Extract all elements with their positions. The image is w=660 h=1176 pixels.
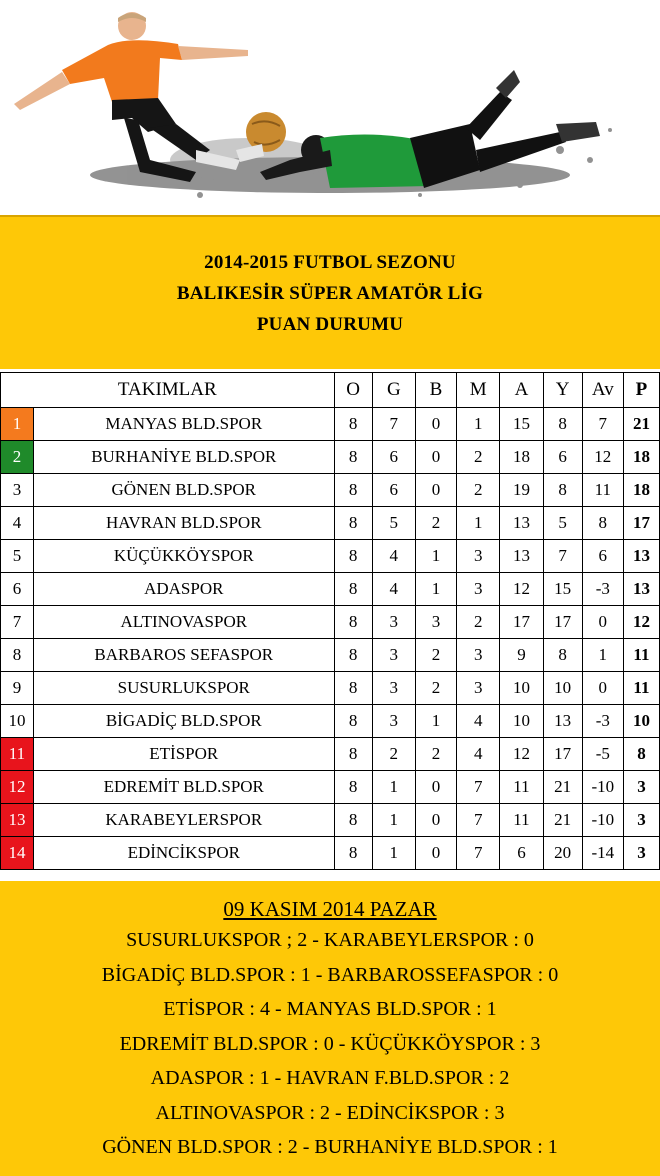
won-cell: 4 xyxy=(372,573,415,606)
goals-against-cell: 21 xyxy=(543,804,582,837)
points-cell: 3 xyxy=(623,837,659,870)
goals-for-cell: 9 xyxy=(500,639,543,672)
team-name: SUSURLUKSPOR xyxy=(33,672,334,705)
table-row xyxy=(1,441,660,474)
goals-against-cell: 8 xyxy=(543,474,582,507)
goal-diff-cell: -10 xyxy=(582,804,623,837)
played-cell: 8 xyxy=(334,441,372,474)
lost-cell: 1 xyxy=(457,507,500,540)
table-row xyxy=(1,804,660,837)
drawn-cell: 0 xyxy=(415,441,456,474)
points-cell: 8 xyxy=(623,738,659,771)
won-cell: 3 xyxy=(372,705,415,738)
goal-diff-cell: -3 xyxy=(582,573,623,606)
football-tackle-graphic xyxy=(0,0,660,215)
team-name: ALTINOVASPOR xyxy=(33,606,334,639)
played-cell: 8 xyxy=(334,804,372,837)
striker-figure xyxy=(14,12,248,182)
title-banner xyxy=(0,217,660,369)
table-row xyxy=(1,837,660,870)
lost-cell: 3 xyxy=(457,639,500,672)
header-row xyxy=(1,373,660,408)
points-cell: 11 xyxy=(623,639,659,672)
won-cell: 1 xyxy=(372,804,415,837)
rank-cell: 6 xyxy=(1,573,34,606)
season-title: 2014-2015 FUTBOL SEZONU xyxy=(204,251,456,273)
goals-against-cell: 21 xyxy=(543,771,582,804)
table-row xyxy=(1,771,660,804)
goal-diff-cell: 6 xyxy=(582,540,623,573)
drawn-cell: 2 xyxy=(415,672,456,705)
played-cell: 8 xyxy=(334,705,372,738)
match-result: EDREMİT BLD.SPOR : 0 - KÜÇÜKKÖYSPOR : 3 xyxy=(119,1032,541,1055)
table-row xyxy=(1,639,660,672)
league-title: BALIKESİR SÜPER AMATÖR LİG xyxy=(176,282,484,304)
won-cell: 7 xyxy=(372,408,415,441)
goal-diff-cell: 1 xyxy=(582,639,623,672)
won-cell: 3 xyxy=(372,606,415,639)
goal-diff-cell: 12 xyxy=(582,441,623,474)
points-cell: 13 xyxy=(623,573,659,606)
football-players-illustration xyxy=(0,0,660,217)
won-cell: 4 xyxy=(372,540,415,573)
col-header-goals-for: A xyxy=(500,373,543,408)
team-name: HAVRAN BLD.SPOR xyxy=(33,507,334,540)
results-section xyxy=(0,881,660,1176)
drawn-cell: 2 xyxy=(415,507,456,540)
won-cell: 5 xyxy=(372,507,415,540)
goals-against-cell: 10 xyxy=(543,672,582,705)
rank-cell: 9 xyxy=(1,672,34,705)
won-cell: 3 xyxy=(372,672,415,705)
team-name: BARBAROS SEFASPOR xyxy=(33,639,334,672)
goal-diff-cell: -5 xyxy=(582,738,623,771)
table-row xyxy=(1,573,660,606)
played-cell: 8 xyxy=(334,507,372,540)
rank-cell: 12 xyxy=(1,771,34,804)
drawn-cell: 0 xyxy=(415,837,456,870)
played-cell: 8 xyxy=(334,837,372,870)
col-header-goal-diff: Av xyxy=(582,373,623,408)
match-result: SUSURLUKSPOR ; 2 - KARABEYLERSPOR : 0 xyxy=(126,929,534,951)
won-cell: 3 xyxy=(372,639,415,672)
goals-against-cell: 5 xyxy=(543,507,582,540)
played-cell: 8 xyxy=(334,573,372,606)
lost-cell: 3 xyxy=(457,672,500,705)
goals-against-cell: 17 xyxy=(543,606,582,639)
points-cell: 12 xyxy=(623,606,659,639)
goals-for-cell: 13 xyxy=(500,507,543,540)
played-cell: 8 xyxy=(334,408,372,441)
lost-cell: 4 xyxy=(457,738,500,771)
points-cell: 17 xyxy=(623,507,659,540)
goals-for-cell: 11 xyxy=(500,804,543,837)
rank-cell: 13 xyxy=(1,804,34,837)
lost-cell: 2 xyxy=(457,474,500,507)
match-result: ALTINOVASPOR : 2 - EDİNCİKSPOR : 3 xyxy=(155,1101,505,1124)
rank-cell: 14 xyxy=(1,837,34,870)
won-cell: 1 xyxy=(372,837,415,870)
won-cell: 2 xyxy=(372,738,415,771)
goals-against-cell: 17 xyxy=(543,738,582,771)
team-name: KARABEYLERSPOR xyxy=(33,804,334,837)
won-cell: 1 xyxy=(372,771,415,804)
goals-for-cell: 13 xyxy=(500,540,543,573)
goal-diff-cell: 0 xyxy=(582,672,623,705)
lost-cell: 7 xyxy=(457,837,500,870)
table-row xyxy=(1,474,660,507)
goal-diff-cell: -10 xyxy=(582,771,623,804)
goal-diff-cell: -3 xyxy=(582,705,623,738)
match-result: GÖNEN BLD.SPOR : 2 - BURHANİYE BLD.SPOR : 1 xyxy=(102,1136,558,1158)
drawn-cell: 3 xyxy=(415,606,456,639)
drawn-cell: 0 xyxy=(415,474,456,507)
played-cell: 8 xyxy=(334,474,372,507)
table-row xyxy=(1,540,660,573)
lost-cell: 7 xyxy=(457,771,500,804)
drawn-cell: 1 xyxy=(415,540,456,573)
goals-against-cell: 7 xyxy=(543,540,582,573)
rank-cell: 11 xyxy=(1,738,34,771)
rank-cell: 1 xyxy=(1,408,34,441)
points-cell: 18 xyxy=(623,474,659,507)
goals-for-cell: 17 xyxy=(500,606,543,639)
points-cell: 3 xyxy=(623,804,659,837)
team-name: BURHANİYE BLD.SPOR xyxy=(33,441,334,474)
standings-table xyxy=(0,372,660,870)
lost-cell: 3 xyxy=(457,540,500,573)
played-cell: 8 xyxy=(334,738,372,771)
team-name: BİGADİÇ BLD.SPOR xyxy=(33,705,334,738)
goal-diff-cell: 8 xyxy=(582,507,623,540)
played-cell: 8 xyxy=(334,771,372,804)
goals-against-cell: 15 xyxy=(543,573,582,606)
rank-cell: 8 xyxy=(1,639,34,672)
rank-cell: 10 xyxy=(1,705,34,738)
drawn-cell: 2 xyxy=(415,738,456,771)
points-cell: 10 xyxy=(623,705,659,738)
table-title: PUAN DURUMU xyxy=(256,313,404,335)
rank-cell: 3 xyxy=(1,474,34,507)
goals-against-cell: 20 xyxy=(543,837,582,870)
col-header-points: P xyxy=(623,373,659,408)
lost-cell: 7 xyxy=(457,804,500,837)
match-date: 09 KASIM 2014 PAZAR xyxy=(223,897,437,921)
points-cell: 11 xyxy=(623,672,659,705)
won-cell: 6 xyxy=(372,474,415,507)
table-row xyxy=(1,738,660,771)
col-header-goals-against: Y xyxy=(543,373,582,408)
played-cell: 8 xyxy=(334,672,372,705)
table-row xyxy=(1,672,660,705)
rank-cell: 7 xyxy=(1,606,34,639)
lost-cell: 4 xyxy=(457,705,500,738)
rank-cell: 5 xyxy=(1,540,34,573)
goals-against-cell: 8 xyxy=(543,639,582,672)
team-name: GÖNEN BLD.SPOR xyxy=(33,474,334,507)
team-name: MANYAS BLD.SPOR xyxy=(33,408,334,441)
match-result: ADASPOR : 1 - HAVRAN F.BLD.SPOR : 2 xyxy=(150,1067,510,1089)
col-header-teams: TAKIMLAR xyxy=(1,373,335,408)
goals-for-cell: 12 xyxy=(500,573,543,606)
match-result: ETİSPOR : 4 - MANYAS BLD.SPOR : 1 xyxy=(163,998,497,1020)
standings-body xyxy=(1,408,660,870)
goals-against-cell: 6 xyxy=(543,441,582,474)
goals-for-cell: 18 xyxy=(500,441,543,474)
team-name: KÜÇÜKKÖYSPOR xyxy=(33,540,334,573)
lost-cell: 3 xyxy=(457,573,500,606)
football-icon xyxy=(246,112,286,152)
goals-for-cell: 19 xyxy=(500,474,543,507)
drawn-cell: 0 xyxy=(415,804,456,837)
team-name: EDİNCİKSPOR xyxy=(33,837,334,870)
table-row xyxy=(1,705,660,738)
lost-cell: 1 xyxy=(457,408,500,441)
table-row xyxy=(1,507,660,540)
goals-for-cell: 10 xyxy=(500,705,543,738)
table-row xyxy=(1,606,660,639)
team-name: ADASPOR xyxy=(33,573,334,606)
goals-for-cell: 6 xyxy=(500,837,543,870)
played-cell: 8 xyxy=(334,639,372,672)
points-cell: 21 xyxy=(623,408,659,441)
lost-cell: 2 xyxy=(457,441,500,474)
drawn-cell: 1 xyxy=(415,573,456,606)
team-name: ETİSPOR xyxy=(33,738,334,771)
goals-for-cell: 12 xyxy=(500,738,543,771)
col-header-lost: M xyxy=(457,373,500,408)
col-header-won: G xyxy=(372,373,415,408)
col-header-drawn: B xyxy=(415,373,456,408)
points-cell: 3 xyxy=(623,771,659,804)
goals-for-cell: 15 xyxy=(500,408,543,441)
goal-diff-cell: 7 xyxy=(582,408,623,441)
match-result-list xyxy=(0,923,660,1165)
goal-diff-cell: 11 xyxy=(582,474,623,507)
played-cell: 8 xyxy=(334,606,372,639)
team-name: EDREMİT BLD.SPOR xyxy=(33,771,334,804)
drawn-cell: 2 xyxy=(415,639,456,672)
played-cell: 8 xyxy=(334,540,372,573)
goal-diff-cell: 0 xyxy=(582,606,623,639)
drawn-cell: 0 xyxy=(415,408,456,441)
rank-cell: 4 xyxy=(1,507,34,540)
points-cell: 13 xyxy=(623,540,659,573)
goals-against-cell: 13 xyxy=(543,705,582,738)
won-cell: 6 xyxy=(372,441,415,474)
drawn-cell: 1 xyxy=(415,705,456,738)
drawn-cell: 0 xyxy=(415,771,456,804)
goals-for-cell: 10 xyxy=(500,672,543,705)
goal-diff-cell: -14 xyxy=(582,837,623,870)
goals-against-cell: 8 xyxy=(543,408,582,441)
lost-cell: 2 xyxy=(457,606,500,639)
col-header-played: O xyxy=(334,373,372,408)
points-cell: 18 xyxy=(623,441,659,474)
table-row xyxy=(1,408,660,441)
match-result: BİGADİÇ BLD.SPOR : 1 - BARBAROSSEFASPOR : 0 xyxy=(101,963,559,986)
goals-for-cell: 11 xyxy=(500,771,543,804)
rank-cell: 2 xyxy=(1,441,34,474)
